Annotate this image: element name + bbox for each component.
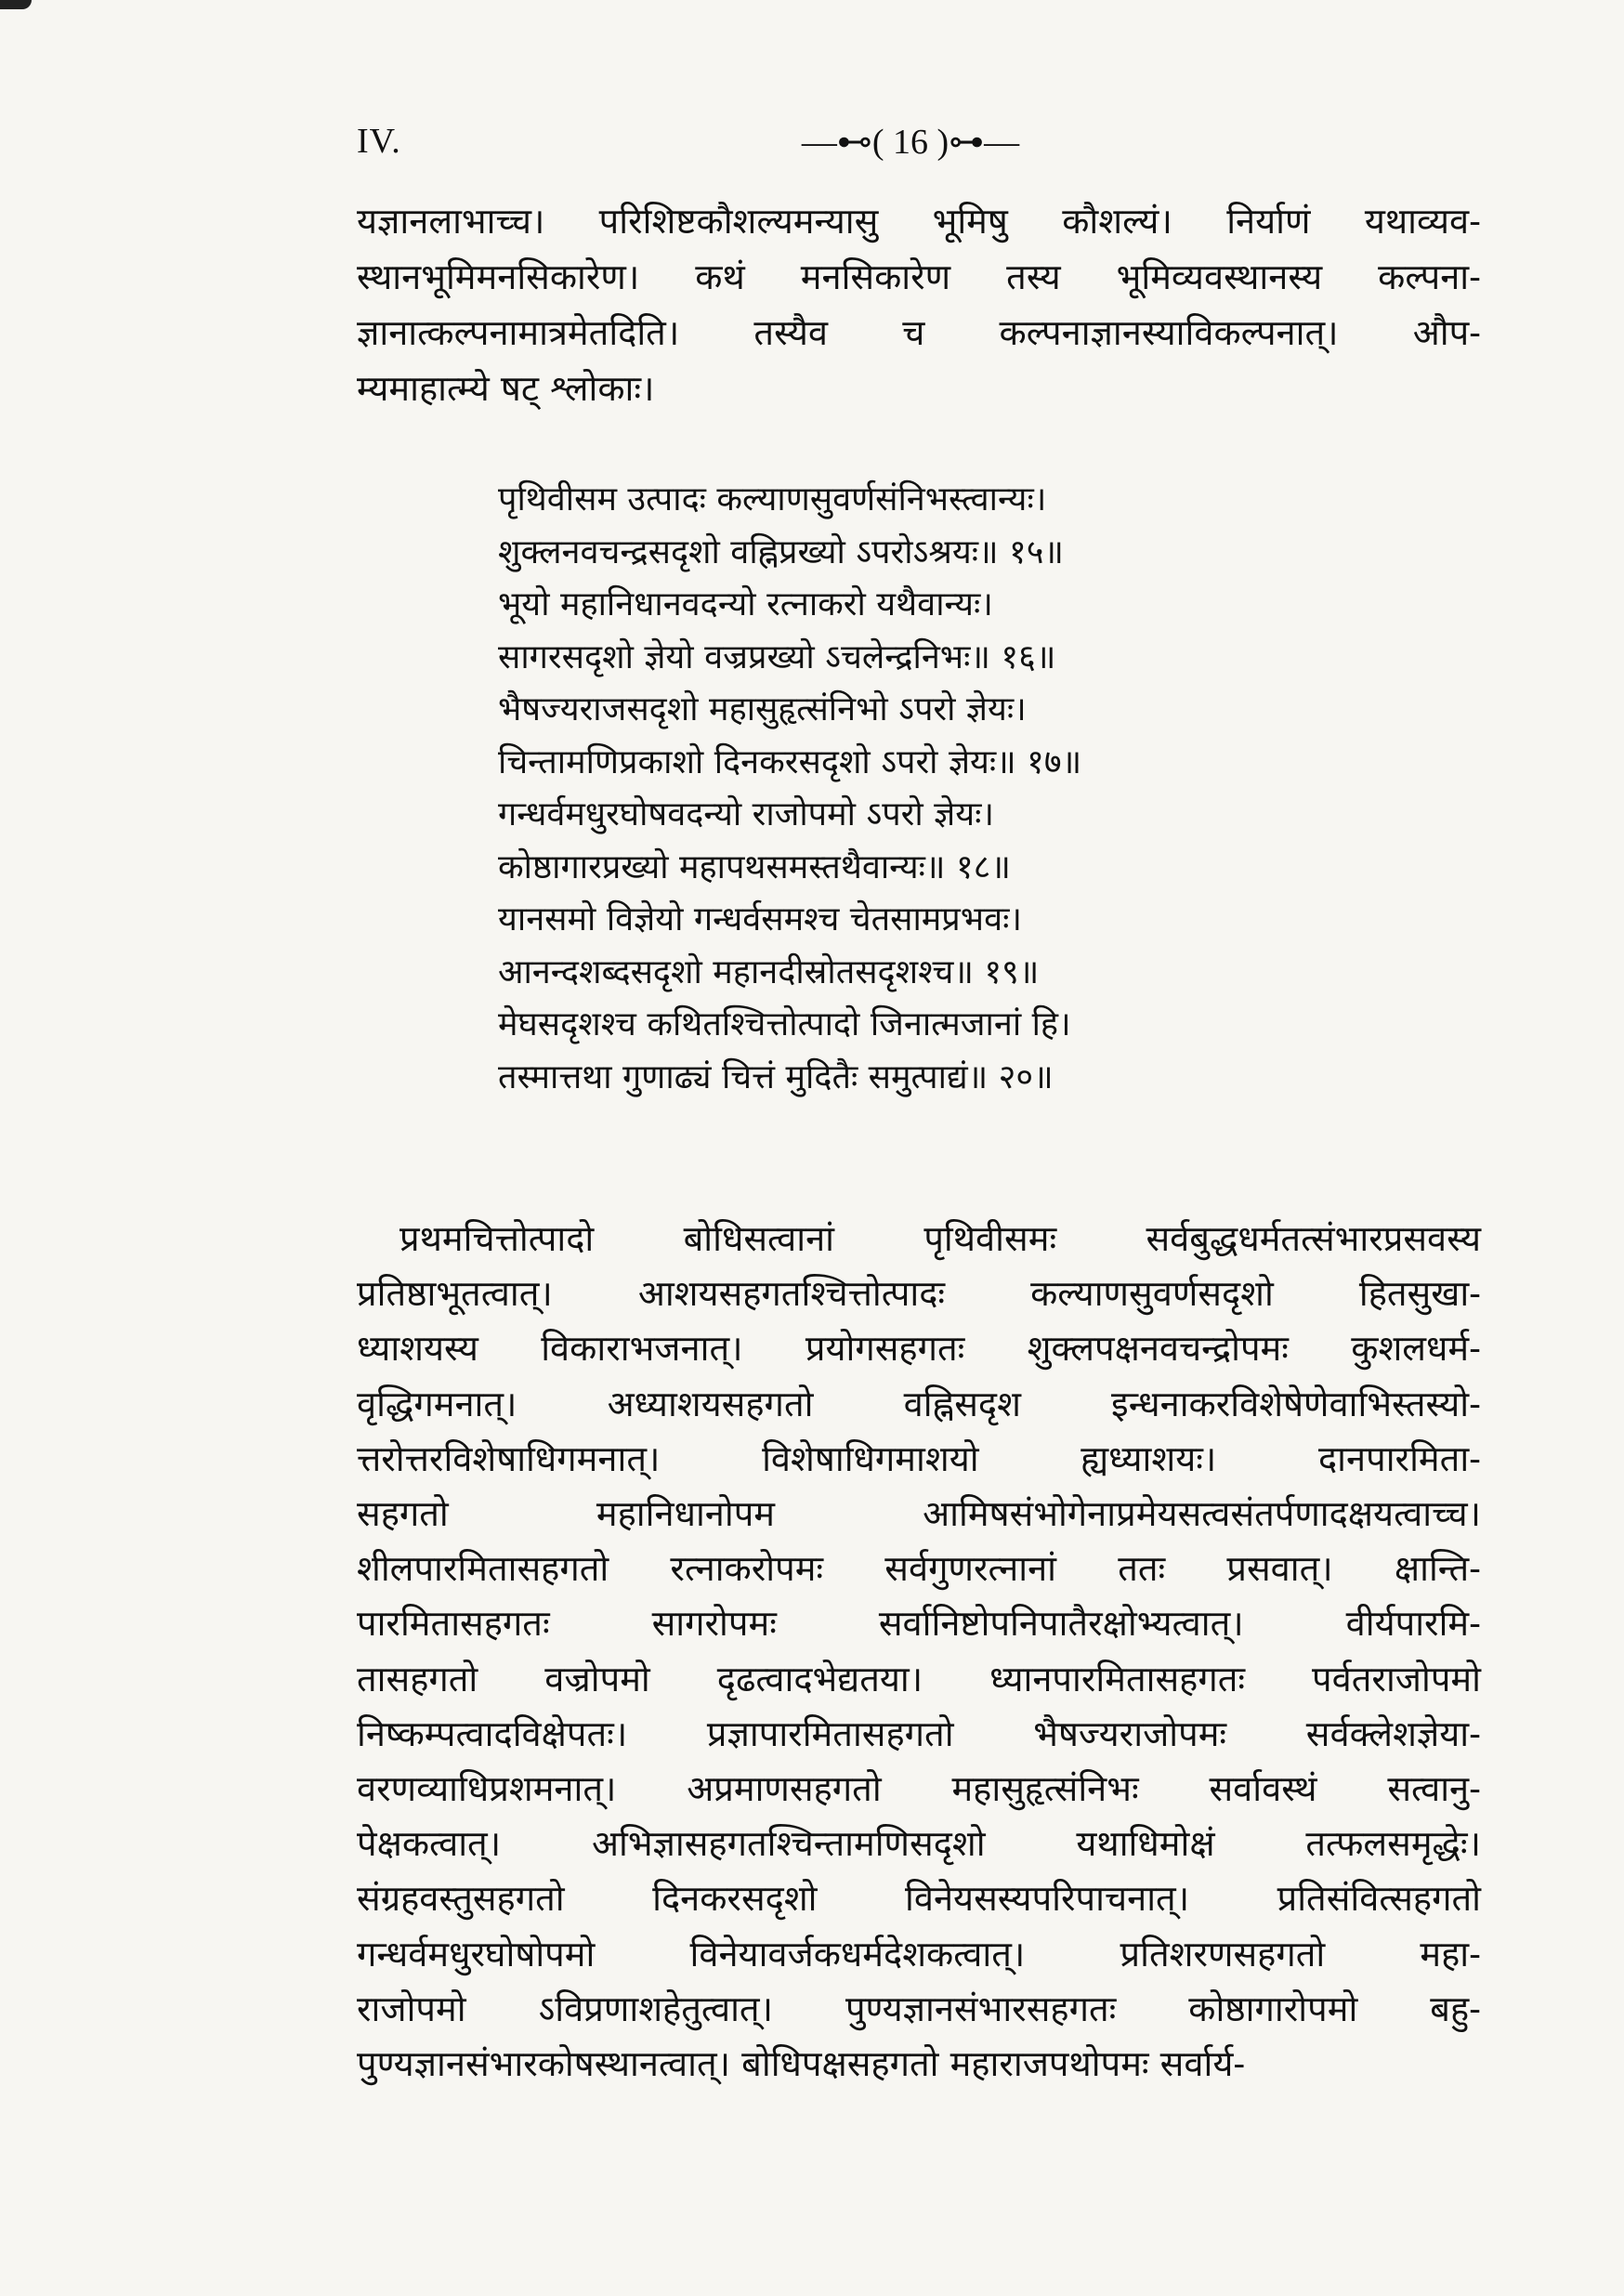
page-header xyxy=(357,121,1472,177)
commentary-line: सहगतो महानिधानोपम आमिषसंभोगेनाप्रमेयसत्वसंतर्पणादक्षयत्वाच्च। xyxy=(357,1493,1481,1535)
scan-speck xyxy=(0,0,32,9)
intro-paragraph xyxy=(357,193,1481,416)
verse-line: सागरसदृशो ज्ञेयो वज्रप्रख्यो ऽचलेन्द्रनिभः॥ १६॥ xyxy=(498,637,1056,676)
commentary-paragraph xyxy=(357,1212,1481,2092)
commentary-line: राजोपमो ऽविप्रणाशहेतुत्वात्। पुण्यज्ञानसंभारसहगतः कोष्ठागारोपमो बहु- xyxy=(357,1988,1481,2029)
commentary-line: वृद्धिगमनात्। अध्याशयसहगतो वह्निसदृश इन्धनाकरविशेषेणेवाभिस्तस्यो- xyxy=(357,1383,1481,1424)
verse-line: शुक्लनवचन्द्रसदृशो वह्निप्रख्यो ऽपरोऽश्रयः॥ १५॥ xyxy=(498,532,1064,571)
verse-line: भूयो महानिधानवदन्यो रत्नाकरो यथैवान्यः। xyxy=(498,585,993,623)
verse-line: गन्धर्वमधुरघोषवदन्यो राजोपमो ऽपरो ज्ञेयः। xyxy=(498,795,995,833)
verse-line: भैषज्यराजसदृशो महासुहृत्संनिभो ऽपरो ज्ञेयः। xyxy=(498,690,1027,728)
intro-line: स्थानभूमिमनसिकारेण। कथं मनसिकारेण तस्य भूमिव्यवस्थानस्य कल्पना- xyxy=(357,256,1481,297)
verse-line: यानसमो विज्ञेयो गन्धर्वसमश्च चेतसामप्रभवः। xyxy=(498,900,1023,938)
verse-line: कोष्ठागारप्रख्यो महापथसमस्तथैवान्यः॥ १८॥ xyxy=(498,847,1011,886)
commentary-line: पारमितासहगतः सागरोपमः सर्वानिष्टोपनिपातैरक्षोभ्यत्वात्। वीर्यपारमि- xyxy=(357,1603,1481,1645)
commentary-line: शीलपारमितासहगतो रत्नाकरोपमः सर्वगुणरत्नानां ततः प्रसवात्। क्षान्ति- xyxy=(357,1548,1481,1590)
commentary-line: निष्कम्पत्वादविक्षेपतः। प्रज्ञापारमितासहगतो भैषज्यराजोपमः सर्वक्लेशज्ञेया- xyxy=(357,1712,1481,1754)
intro-line: ज्ञानात्कल्पनामात्रमेतदिति। तस्यैव च कल्पनाज्ञानस्याविकल्पनात्। औप- xyxy=(357,312,1481,353)
commentary-line: ध्याशयस्य विकाराभजनात्। प्रयोगसहगतः शुक्लपक्षनवचन्द्रोपमः कुशलधर्म- xyxy=(357,1328,1481,1370)
commentary-line: पुण्यज्ञानसंभारकोषस्थानत्वात्। बोधिपक्षसहगतो महाराजपथोपमः सर्वार्य- xyxy=(357,2043,1246,2085)
commentary-line: प्रथमचित्तोत्पादो बोधिसत्वानां पृथिवीसमः सर्वबुद्धधर्मतत्संभारप्रसवस्य xyxy=(399,1218,1481,1259)
verse-line: चिन्तामणिप्रकाशो दिनकरसदृशो ऽपरो ज्ञेयः॥ १७॥ xyxy=(498,742,1082,781)
commentary-line: पेक्षकत्वात्। अभिज्ञासहगतश्चिन्तामणिसदृशो यथाधिमोक्षं तत्फलसमृद्धेः। xyxy=(357,1823,1481,1865)
commentary-line: संग्रहवस्तुसहगतो दिनकरसदृशो विनेयसस्यपरिपाचनात्। प्रतिसंवित्सहगतो xyxy=(357,1878,1481,1920)
verse-line: तस्मात्तथा गुणाढ्यं चित्तं मुदितैः समुत्पाद्यं॥ २०॥ xyxy=(498,1057,1054,1096)
commentary-line: त्तरोत्तरविशेषाधिगमनात्। विशेषाधिगमाशयो ह्यध्याशयः। दानपारमिता- xyxy=(357,1437,1481,1479)
intro-line: यज्ञानलाभाच्च। परिशिष्टकौशल्यमन्यासु भूमिषु कौशल्यं। निर्याणं यथाव्यव- xyxy=(357,201,1481,242)
commentary-line: वरणव्याधिप्रशमनात्। अप्रमाणसहगतो महासुहृत्संनिभः सर्वावस्थं सत्वानु- xyxy=(357,1768,1481,1810)
commentary-line: गन्धर्वमधुरघोषोपमो विनेयावर्जकधर्मदेशकत्वात्। प्रतिशरणसहगतो महा- xyxy=(357,1933,1481,1975)
section-mark: IV. xyxy=(357,122,401,161)
intro-line: म्यमाहात्म्ये षट् श्लोकाः। xyxy=(357,368,655,409)
verse-line: आनन्दशब्दसदृशो महानदीस्रोतसदृशश्च॥ १९॥ xyxy=(498,952,1040,991)
commentary-line: तासहगतो वज्रोपमो दृढत्वादभेद्यतया। ध्यानपारमितासहगतः पर्वतराजोपमो xyxy=(357,1658,1481,1699)
verse-line: मेघसदृशश्च कथितश्चित्तोत्पादो जिनात्मजानां हि। xyxy=(498,1005,1071,1043)
verse-line: पृथिवीसम उत्पादः कल्याणसुवर्णसंनिभस्त्वान्यः। xyxy=(498,480,1047,518)
page-number: —⊷( 16 )⊶— xyxy=(801,123,1020,162)
verse-block xyxy=(498,474,1427,1104)
commentary-line: प्रतिष्ठाभूतत्वात्। आशयसहगतश्चित्तोत्पादः कल्याणसुवर्णसदृशो हितसुखा- xyxy=(357,1273,1481,1315)
